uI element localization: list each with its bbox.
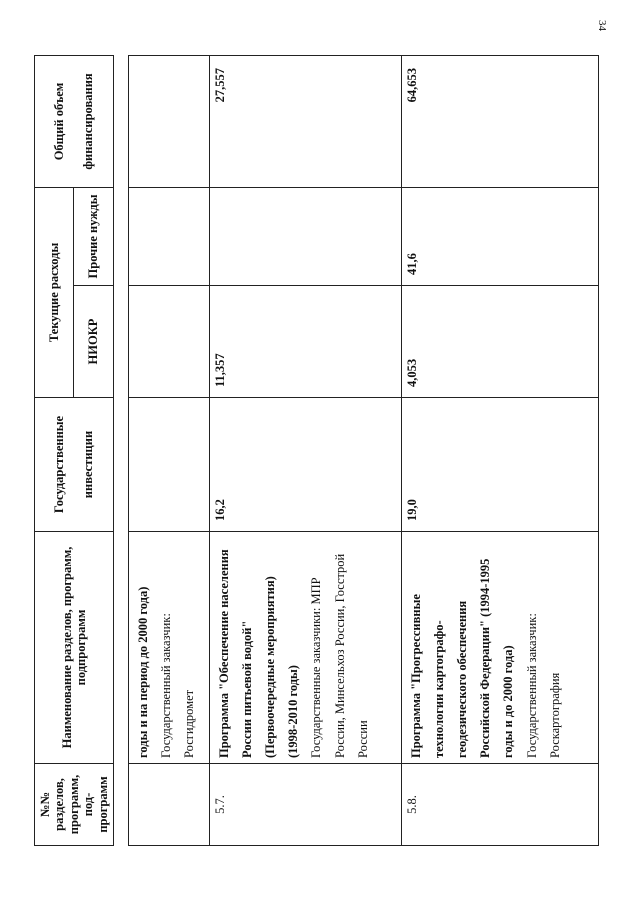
document-page [34,56,604,846]
name-line: России питьевой водой" [240,620,254,758]
row-niokr: 11,357 [209,286,401,398]
name-line: годы и до 2000 года) [501,645,516,758]
header-name: Наименование разделов, программ, подпрограмм [35,532,114,764]
row-investments: 16,2 [209,398,401,532]
row-total [128,55,209,187]
page-number: 34 [596,20,608,31]
row-total: 64,653 [401,55,598,187]
name-line: Государственный заказчик: [524,613,539,758]
table-row [128,55,209,845]
header-num-line: №№ [38,791,52,818]
table-header [35,55,114,845]
header-num-line: программ [95,776,110,833]
name-line: Государственный заказчик: [159,613,173,758]
name-line: России, Минсельхоз России, Госстрой [332,553,347,758]
row-name [128,532,209,764]
name-line: Программа "Обеспечение населения [216,549,231,758]
row-num [128,764,209,846]
row-niokr [128,286,209,398]
name-line: Роскартография [547,672,562,758]
header-other: Прочие нужды [74,187,113,285]
row-total: 27,557 [209,55,401,187]
row-other: 41,6 [401,187,598,285]
header-num [35,764,114,846]
header-num-line: программ, [66,774,81,835]
header-num-line: под- [81,792,96,817]
name-line: Российской Федерации" (1994-1995 [478,558,493,758]
name-line: (1998-2010 годы) [286,665,301,758]
header-total [35,55,114,187]
name-line: геодезического обеспечения [455,600,470,758]
row-niokr: 4,053 [401,286,598,398]
header-total-bottom: финансирования [81,73,96,170]
header-num-line: разделов, [52,778,67,831]
row-name [209,532,401,764]
table-body [113,55,598,845]
header-investments-bottom: инвестиции [81,430,96,499]
row-investments: 19,0 [401,398,598,532]
table-row [401,55,598,845]
row-other [128,187,209,285]
row-other [209,187,401,285]
header-niokr: НИОКР [74,286,113,398]
header-investments [35,398,114,532]
row-name [401,532,598,764]
table-gap [113,55,128,845]
name-line: (Первоочередные мероприятия) [263,576,278,758]
table-row [209,55,401,845]
financing-table [34,55,599,846]
header-total-top: Общий объем [52,82,67,161]
header-current-expenses: Текущие расходы [35,187,74,397]
name-line: технологии картографо- [432,620,446,758]
header-investments-top: Государственные [52,415,67,514]
name-line: Росгидромет [182,689,197,758]
name-line: годы и на период до 2000 года) [135,586,150,758]
name-line: Программа "Прогрессивные [408,594,423,758]
name-line: России [355,720,370,758]
row-investments [128,398,209,532]
row-num: 5.7. [209,764,401,846]
row-num: 5.8. [401,764,598,846]
name-line: Государственные заказчики: МПР [309,577,324,758]
